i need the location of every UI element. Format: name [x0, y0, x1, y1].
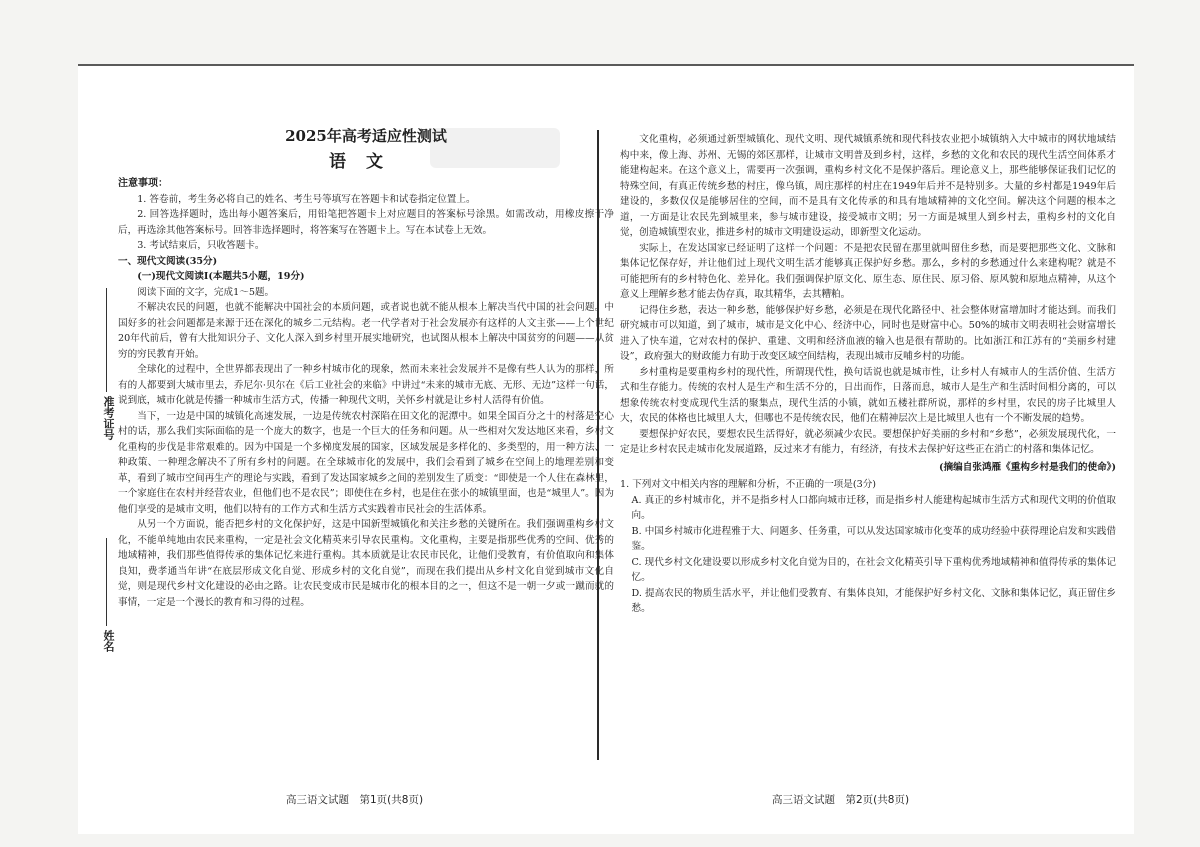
- source-citation: (摘编自张鸿雁《重构乡村是我们的使命》): [939, 461, 1116, 473]
- answer-option-d: D. 提高农民的物质生活水平，并让他们受教育、有集体良知，才能保护好乡村文化、文脉和集体记忆，真正留住乡愁。: [631, 587, 1116, 614]
- body-paragraph: 要想保护好农民，要想农民生活得好，就必须减少农民。要想保护好美丽的乡村和“乡愁”，必须发展现代化，一定是让乡村农民走城市化发展道路，反过来才有能力，有经济，有技术去保护好这些正在消亡的村落和集体记忆。: [620, 428, 1116, 455]
- body-paragraph: 从另一个方面说，能否把乡村的文化保护好，这是中国新型城镇化和关注乡愁的关键所在。我们强调重构乡村文化，不能单纯地由农民来重构，一定是社会文化精英来引导农民重构。文化重构，主要是指那些优秀的空间、优秀的地域精神，我们那些值得传承的集体记忆来进行重构。其本质就是让农民市民化，让他们受教育，有价值取向和集体良知，费孝通当年讲“在底层形成文化自觉、形成乡村的文化自觉”，而现在我们提出从乡村文化自觉到城市文化自觉，则是现代乡村文化建设的必由之路。让农民变成市民是城市化的根本目的之一，但这不是一朝一夕或一蹴而就的事情，一定是一个漫长的教育和习得的过程。: [118, 519, 614, 608]
- question-stem: 1. 下列对文中相关内容的理解和分析，不正确的一项是(3分): [620, 479, 877, 490]
- notice-item: 1. 答卷前，考生务必将自己的姓名、考生号等填写在答题卡和试卷指定位置上。: [137, 193, 476, 205]
- reading-instruction: 阅读下面的文字，完成1～5题。: [137, 286, 275, 298]
- body-paragraph: 文化重构，必须通过新型城镇化、现代文明、现代城镇系统和现代科技农业把小城镇纳入大中城市的网状地域结构中来，像上海、苏州、无锡的郊区那样，让城市文明普及到乡村，这样，乡愁的文化和农民的现代生活空间体系才能建构起来。在这个意义上，需要再一次强调，重构乡村文化不是保护落后。理论意义上，那些能够保证我们记忆的特殊空间，有真正传统乡愁的村庄，像乌镇，周庄那样的村庄在1949年后并不是特别多。大量的乡村都是1949年后建设的，多数仅仅是能够居住的空间，而不是具有文化传承的和具有地域精神的文化空间。解决这个问题的根本之道，一方面是让农民先到城里来，参与城市建设，接受城市文明；另一方面是城里人到乡村去，重构乡村的文化自觉，创造城镇型农业，推进乡村的城市文明建设运动，即新型文化运动。: [620, 134, 1116, 238]
- subsection-heading: (一)现代文阅读Ⅰ(本题共5小题，19分): [137, 271, 305, 282]
- body-paragraph: 实际上，在发达国家已经证明了这样一个问题：不是把农民留在那里就叫留住乡愁，而是要把那些文化、文脉和集体记忆保存好，并让他们过上现代文明生活才能够真正保护好乡愁。那么，乡村的乡愁通过什么来建构呢？就是不可能把所有的乡村特色化、差异化。我们强调保护原文化、原生态、原住民、原习俗、原风貌和原地点精神，从这个意义上理解乡愁才能去伪存真，取其精华，去其糟粕。: [620, 242, 1116, 300]
- page-footer-1: 高三语文试题 第1页(共8页): [286, 794, 424, 806]
- section-heading: 一、现代文阅读(35分): [118, 255, 218, 267]
- notice-heading: 注意事项：: [118, 178, 168, 189]
- id-write-line: [106, 288, 107, 392]
- left-page: [118, 124, 614, 764]
- name-label: 姓名: [102, 630, 115, 652]
- notice-item: 2. 回答选择题时，选出每小题答案后，用铅笔把答题卡上对应题目的答案标号涂黑。如需改动，用橡皮擦干净后，再选涂其他答案标号。回答非选择题时，将答案写在答题卡上。写在本试卷上无效。: [118, 209, 614, 236]
- right-page: [620, 132, 1116, 772]
- body-paragraph: 当下，一边是中国的城镇化高速发展，一边是传统农村深陷在田文化的泥潭中。如果全国百分之十的村落是空心村的话，那么我们实际面临的是一个庞大的数字，也是一个巨大的任务和问题。从一些相对欠发达地区来看，乡村文化重构的步伐是非常艰难的。因为中国是一个多梯度发展的国家，区域发展是多样化的、多类型的，用一种方法、一种政策、一种理念解决不了所有乡村的问题。在全球城市化的发展中，我们会看到了城乡在空间上的地理差别和变革，看到了城市空间再生产的理论与实践，看到了发达国家城乡之间的差别发生了质变：“即使是一个人住在森林里，一个家庭住在农村并经营农业，但他们也不是农民”；即使住在乡村，也是住在张小的城镇里面，也是“城里人”。因为他们享受的是城市文明，他们以特有的工作方式和生活方式实践着市民社会的生活体系。: [118, 410, 614, 515]
- name-write-line: [106, 538, 107, 626]
- subject-title: 语文: [329, 152, 403, 172]
- body-paragraph: 记得住乡愁，表达一种乡愁，能够保护好乡愁，必须是在现代化路径中、社会整体财富增加时才能达到。而我们研究城市可以知道，到了城市，城市是文化中心、经济中心，同时也是财富中心。50%的城市文明表明社会财富增长进入了快车道，它对农村的保护、重建、文明和经济血液的输入也是很有帮助的。比如浙江和江苏有的“美丽乡村建设”，政府强大的财政能力有助于改变区域空间结构，表现出城市反哺乡村的功能。: [620, 304, 1116, 362]
- answer-option-c: C. 现代乡村文化建设要以形成乡村文化自觉为目的，在社会文化精英引导下重构优秀地域精神和值得传承的集体记忆。: [631, 556, 1116, 583]
- answer-option-b: B. 中国乡村城市化进程雅于大、问题多、任务重，可以从发达国家城市化变革的成功经验中获得理论启发和实践借鉴。: [631, 525, 1116, 552]
- answer-option-a: A. 真正的乡村城市化，并不是指乡村人口都向城市迁移，而是指乡村人能建构起城市生活方式和现代文明的价值取向。: [631, 494, 1116, 521]
- body-paragraph: 不解决农民的问题，也就不能解决中国社会的本质问题，或者说也就不能从根本上解决当代中国的社会问题。中国好多的社会问题都是来源于还在深化的城乡二元结构。老一代学者对于社会发展亦有这样的人文主张——上个世纪20年代前后，曾有大批知识分子、文化人深入到乡村里开展实地研究，也试图从根本上解决中国贫穷的问题——从贫穷的穷民教育开始。: [118, 302, 614, 360]
- exam-title: 2025年高考适应性测试: [285, 127, 447, 145]
- body-paragraph: 乡村重构是要重构乡村的现代性，所谓现代性，换句话说也就是城市性，让乡村人有城市人的生活价值、生活方式和生存能力。传统的农村人是生产和生活不分的，日出而作，日落而息，城市人是生产和生活时间相分离的，可以想象传统农村变成现代生活的聚集点，现代生活的小镇，就如五楼社群所说，那样的乡村里，农民的房子比城里人大，农民的体格也比城里人大，但哪也不是传统农民，他们在精神层次上是比城里人也有一个不断发展的趋势。: [620, 366, 1116, 424]
- notice-item: 3. 考试结束后，只收答题卡。: [137, 240, 265, 251]
- candidate-id-label: 准考证号: [102, 396, 115, 440]
- body-paragraph: 全球化的过程中，全世界都表现出了一种乡村城市化的现象，然而未来社会发展并不是像有些人认为的那样，所有的人都要到大城市里去，乔尼尔·贝尔在《后工业社会的来临》中讲过“未来的城市无底、无形、无边”这样一句话，说到底，城市化就是传播一种城市生活方式，传播一种现代文明，关怀乡村就是让乡村人活得有价值。: [118, 364, 614, 406]
- page-footer-2: 高三语文试题 第2页(共8页): [772, 794, 910, 806]
